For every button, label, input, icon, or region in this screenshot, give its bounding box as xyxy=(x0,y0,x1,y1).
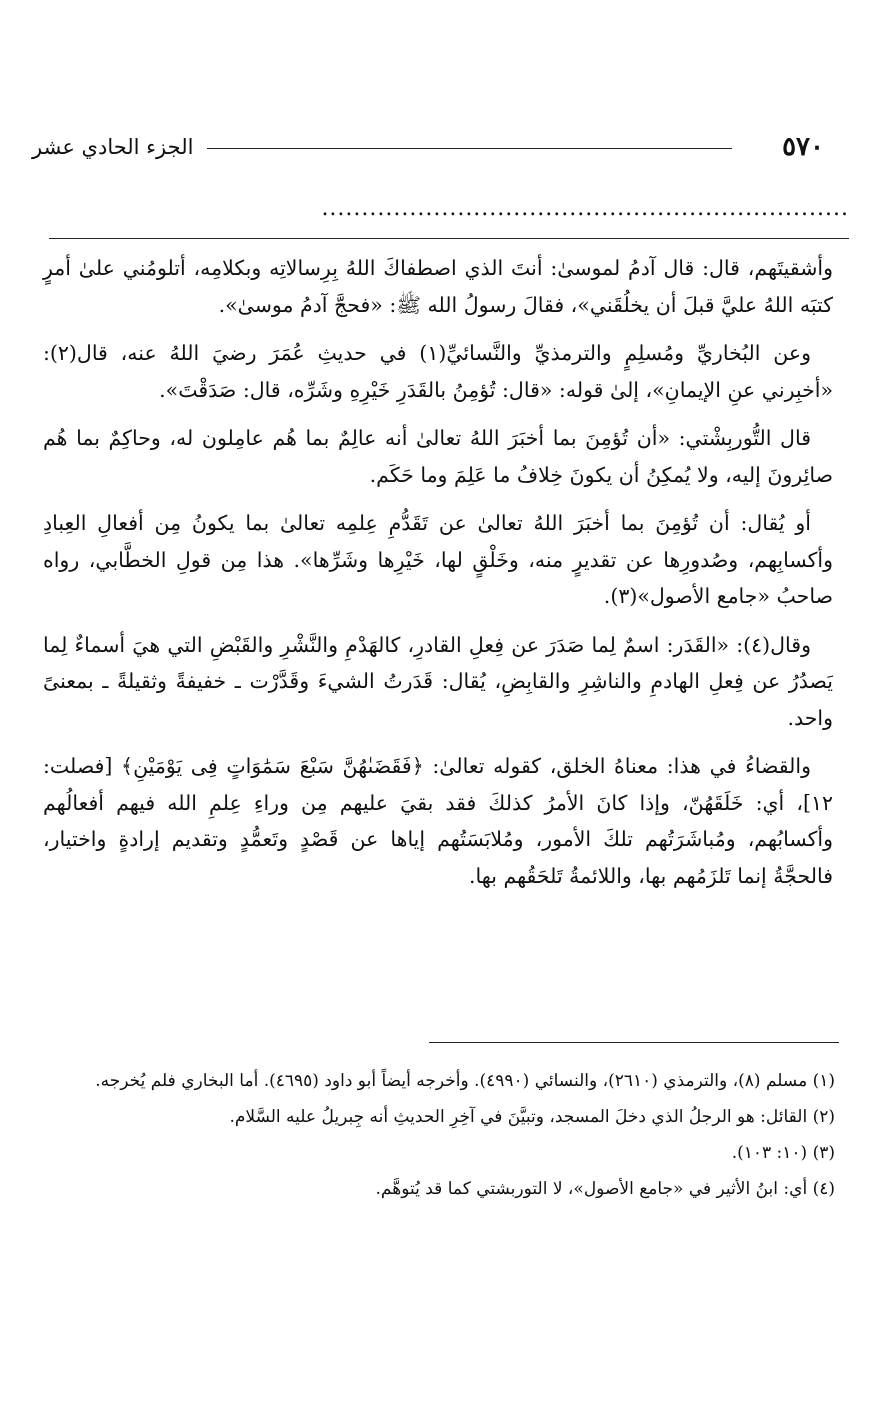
footnote-rule xyxy=(429,1042,839,1043)
footnote: (٢) القائل: هو الرجلُ الذي دخلَ المسجد، وتبيَّنَ في آخِرِ الحديثِ أنه جِبريلُ عليه السَّلام. xyxy=(229,1107,835,1127)
separator-dots: .................................................................. xyxy=(321,198,849,220)
footnotes xyxy=(45,1066,835,1210)
main-text xyxy=(43,250,833,906)
footnote: (٣) (١٠: ١٠٣). xyxy=(731,1143,835,1163)
footnote: (٤) أي: ابنُ الأثير في «جامع الأصول»، لا التوربشتي كما قد يُتوهَّم. xyxy=(375,1179,835,1199)
paragraph: قال التُّوربِشْتي: «أن تُؤمِنَ بما أخبَرَ اللهُ تعالىٰ أنه عالِمٌ بما هُم عامِلون له، وحاكِمٌ بما هُم صائِرونَ إليه، ولا يُمكِنُ أن يكونَ خِلافُ ما عَلِمَ وما حَكَم. xyxy=(43,426,833,487)
paragraph: وعن البُخاريِّ ومُسلِمٍ والترمذيِّ والنَّسائيِّ(١) في حديثِ عُمَرَ رضيَ اللهُ عنه، قال(٢): «أخبِرني عنِ الإيمانِ»، إلىٰ قوله: «قال: تُؤمِنُ بالقَدَرِ خَيْرِهِ وشَرِّه، قال: صَدَقْتَ». xyxy=(43,341,833,402)
paragraph: أو يُقال: أن تُؤمِنَ بما أخبَرَ اللهُ تعالىٰ عن تَقَدُّمِ عِلمِه تعالىٰ بما يكونُ مِن أفعالِ العِبادِ وأكسابِهم، وصُدورِها عن تقديرٍ منه، وخَلْقٍ لها، خَيْرِها وشَرِّها». هذا مِن قولِ الخطَّابي، رواه صاحبُ «جامع الأصول»(٣). xyxy=(43,511,833,608)
page-number: ٥٧٠ xyxy=(782,132,824,162)
paragraph: والقضاءُ في هذا: معناهُ الخلق، كقوله تعالىٰ: ﴿فَقَضَىٰهُنَّ سَبْعَ سَمَٰوَاتٍ فِى يَوْمَيْنِ﴾ [فصلت: ١٢]، أي: خَلَقَهُنّ، وإذا كانَ الأمرُ كذلكَ فقد بقيَ عليهم مِن وراءِ عِلمِ الله فيهم أفعالُهم وأكسابُهم، ومُباشَرَتُهم تلكَ الأمور، ومُلابَسَتُهم إياها عن قَصْدٍ وتَعمُّدٍ وتقديم إرادةٍ واختيار، فالحجَّةُ إنما تَلزَمُهم بها، واللائمةُ تَلحَقُهم بها. xyxy=(43,754,833,888)
separator-rule xyxy=(49,238,849,239)
volume-title: الجزء الحادي عشر xyxy=(32,135,194,159)
footnote: (١) مسلم (٨)، والترمذي (٢٦١٠)، والنسائي (٤٩٩٠). وأخرجه أيضاً أبو داود (٤٦٩٥). أما البخاري فلم يُخرجه. xyxy=(95,1071,835,1091)
header-rule xyxy=(207,148,732,149)
paragraph: وأشقيتَهم، قال: قال آدمُ لموسىٰ: أنتَ الذي اصطفاكَ اللهُ بِرِسالاتِه وبكلامِه، أتلومُني علىٰ أمرٍ كتبَه اللهُ عليَّ قبلَ أن يخلُقَني»، فقالَ رسولُ الله ﷺ: «فحجَّ آدمُ موسىٰ». xyxy=(43,256,833,317)
paragraph: وقال(٤): «القَدَر: اسمٌ لِما صَدَرَ عن فِعلِ القادرِ، كالهَدْمِ والنَّشْرِ والقَبْضِ التي هيَ أسماءٌ لِما يَصدُرُ عن فِعلِ الهادمِ والناشِرِ والقابِضِ، يُقال: قَدَرتُ الشيءَ وقَدَّرْت ـ خفيفةً وثقيلةً ـ بمعنىً واحد. xyxy=(43,632,833,730)
page-header xyxy=(32,130,842,170)
